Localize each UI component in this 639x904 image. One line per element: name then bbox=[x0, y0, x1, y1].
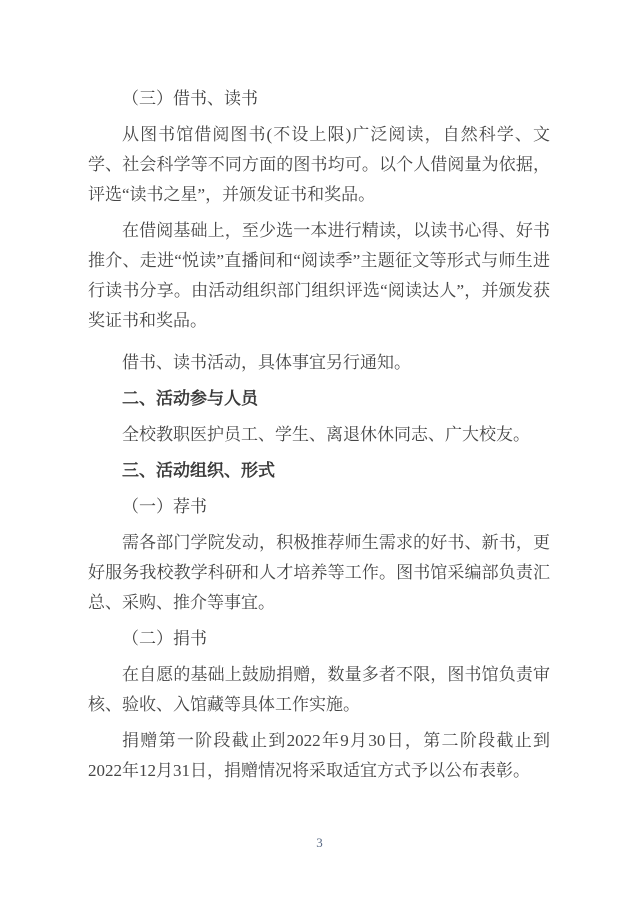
sub-heading: （二）捐书 bbox=[122, 629, 207, 648]
document-body bbox=[88, 84, 550, 792]
paragraph: 捐赠第一阶段截止到2022年9月30日，第二阶段截止到2022年12月31日，捐赠情况将采取适宜方式予以公布表彰。 bbox=[88, 731, 550, 780]
paragraph: 从图书馆借阅图书(不设上限)广泛阅读，自然科学、文学、社会科学等不同方面的图书均可。以个人借阅量为依据，评选“读书之星”，并颁发证书和奖品。 bbox=[88, 125, 550, 204]
page-footer bbox=[0, 832, 639, 854]
sub-heading: （三）借书、读书 bbox=[122, 89, 258, 108]
section-heading: 二、活动参与人员 bbox=[122, 389, 258, 408]
paragraph: 借书、读书活动，具体事宜另行通知。 bbox=[122, 353, 411, 372]
paragraph: 在借阅基础上，至少选一本进行精读，以读书心得、好书推介、走进“悦读”直播间和“阅读季”主题征文等形式与师生进行读书分享。由活动组织部门组织评选“阅读达人”，并颁发获奖证书和奖品。 bbox=[88, 221, 550, 330]
section-heading: 三、活动组织、形式 bbox=[122, 461, 275, 480]
paragraph: 全校教职医护员工、学生、离退休休同志、广大校友。 bbox=[122, 425, 530, 444]
paragraph: 需各部门学院发动，积极推荐师生需求的好书、新书，更好服务我校教学科研和人才培养等工作。图书馆采编部负责汇总、采购、推介等事宜。 bbox=[88, 533, 550, 612]
sub-heading: （一）荐书 bbox=[122, 497, 207, 516]
page-number: 3 bbox=[316, 835, 323, 850]
paragraph: 在自愿的基础上鼓励捐赠，数量多者不限，图书馆负责审核、验收、入馆藏等具体工作实施。 bbox=[88, 665, 550, 714]
